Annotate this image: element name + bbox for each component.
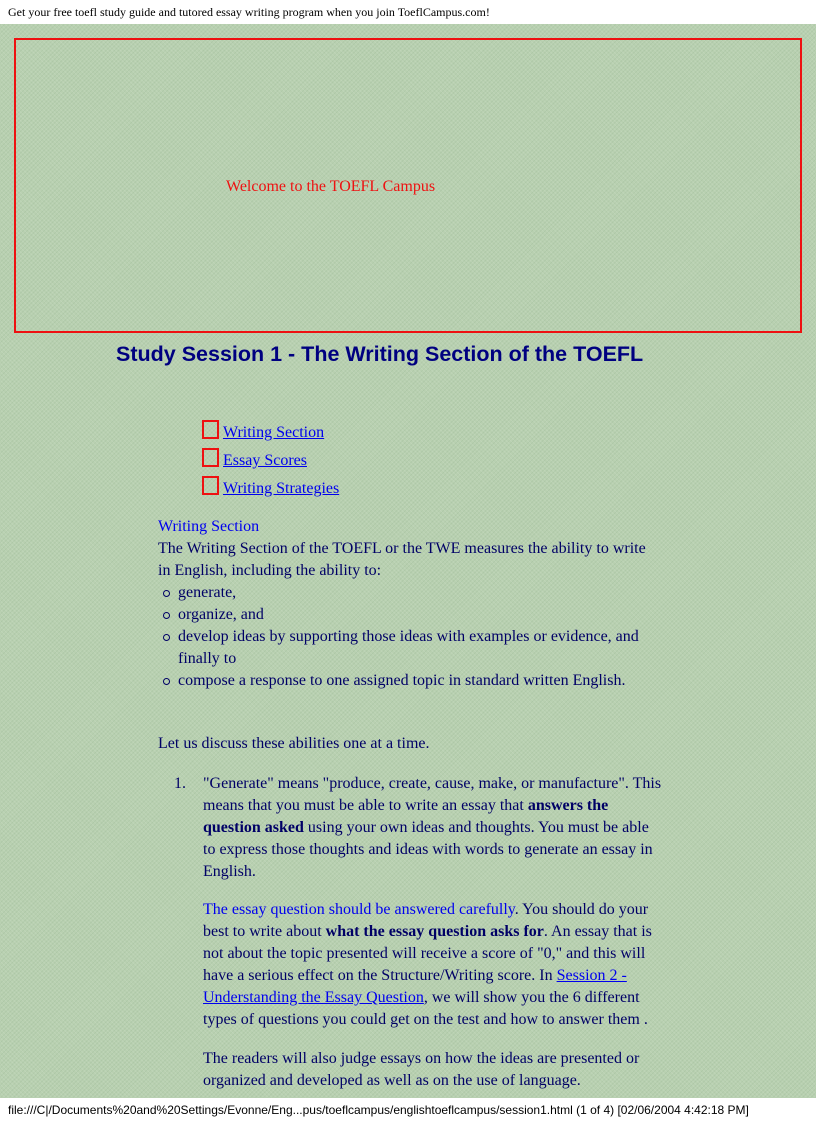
banner-frame	[14, 38, 802, 333]
toc-link-essay-scores[interactable]: Essay Scores	[223, 452, 307, 469]
banner-welcome-text: Welcome to the TOEFL Campus	[226, 178, 436, 195]
readers-paragraph: The readers will also judge essays on how the ideas are presented or organized and developed as well as on the use of language.	[203, 1050, 640, 1089]
generate-paragraph: "Generate" means "produce, create, cause, make, or manufacture". This means that you must be able to write an essay that answers the question asked using your own ideas and thoughts. You must be able to express those thoughts and ideas with words to generate an essay in English.	[203, 775, 662, 880]
discuss-paragraph: Let us discuss these abilities one at a time.	[158, 735, 430, 752]
session-2-link[interactable]: Session 2 - Understanding the Essay Question	[203, 967, 627, 1006]
list-item: compose a response to one assigned topic in standard written English.	[158, 670, 662, 692]
numbered-list	[158, 773, 662, 1092]
list-item: generate,	[158, 582, 662, 604]
abilities-list	[158, 582, 662, 692]
section-heading: Writing Section	[158, 518, 260, 535]
list-item	[158, 773, 662, 1092]
toc-item-essay-scores[interactable]	[202, 448, 339, 476]
page-title: Study Session 1 - The Writing Section of the TOEFL	[116, 342, 644, 366]
bold-phrase: what the essay question asks for	[325, 923, 544, 940]
essay-question-paragraph: The essay question should be answered carefully. You should do your best to write about what the essay question asks for. An essay that is not about the topic presented will receive a score of "0," and this will have a serious effect on the Structure/Writing score. In Session 2 - Understanding the Essay Question, we will show you the 6 different types of questions you could get on the test and how to answer them .	[203, 901, 652, 1028]
promo-header: Get your free toefl study guide and tutored essay writing program when you join ToeflCampus.com!	[0, 0, 816, 24]
list-number: 1.	[174, 775, 186, 792]
toc-link-writing-section[interactable]: Writing Section	[223, 424, 325, 441]
list-item: develop ideas by supporting those ideas with examples or evidence, and finally to	[158, 626, 662, 670]
section-intro: The Writing Section of the TOEFL or the TWE measures the ability to write in English, including the ability to:	[158, 540, 646, 579]
toc-item-writing-strategies[interactable]	[202, 476, 339, 504]
bold-phrase: answers the question asked	[203, 797, 609, 836]
toc-link-writing-strategies[interactable]: Writing Strategies	[223, 480, 340, 497]
file-path-footer: file:///C|/Documents%20and%20Settings/Evonne/Eng...pus/toeflcampus/englishtoeflcampus/session1.html (1 of 4) [02/06/2004 4:42:18 PM]	[0, 1098, 816, 1123]
table-of-contents	[202, 420, 339, 504]
broken-image-icon	[202, 420, 219, 439]
broken-image-icon	[202, 476, 219, 495]
broken-image-icon	[202, 448, 219, 467]
highlighted-phrase: The essay question should be answered carefully	[203, 901, 515, 918]
toc-item-writing-section[interactable]	[202, 420, 339, 448]
main-content	[158, 516, 662, 1092]
list-item: organize, and	[158, 604, 662, 626]
